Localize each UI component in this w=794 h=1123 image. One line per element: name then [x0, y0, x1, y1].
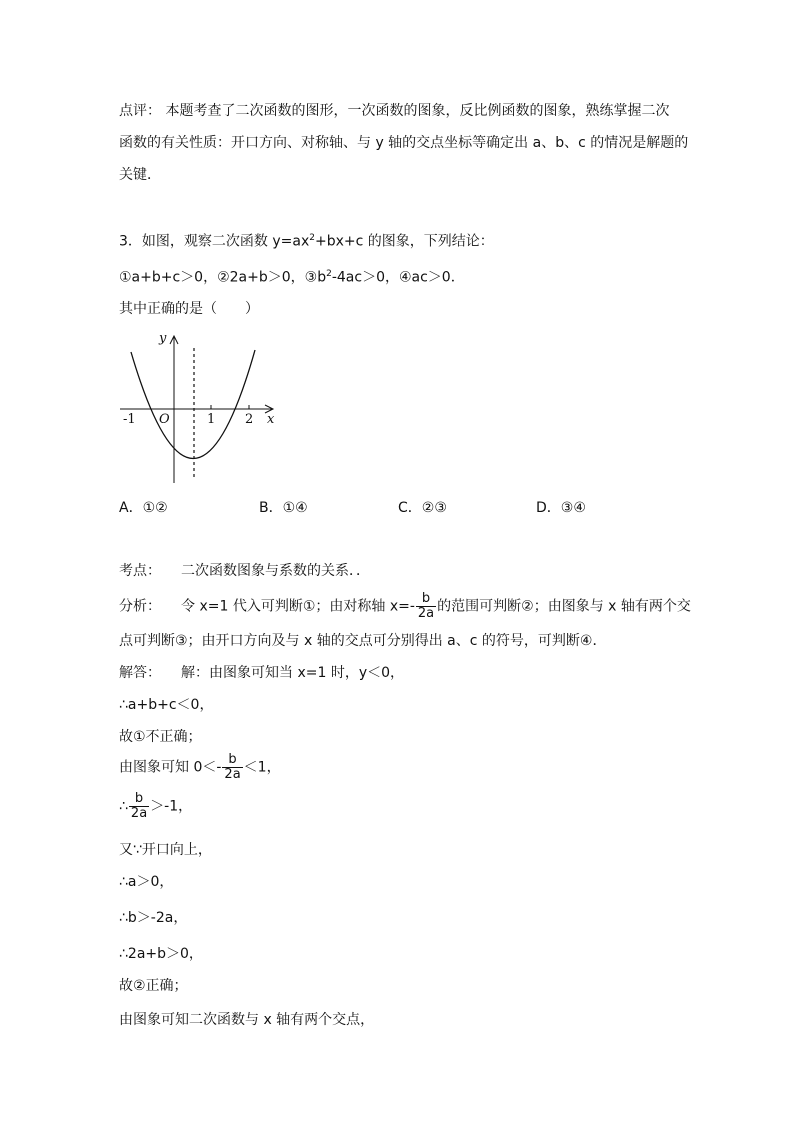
solution-step-3: 由图象可知 0＜- $\frac{b}{2a}$ ＜1， — [119, 752, 281, 782]
comment-line-1: 点评： 本题考查了二次函数的图形，一次函数的图象，反比例函数的图象，熟练掌握二次 — [119, 103, 670, 119]
jieda-label: 解答： — [119, 665, 161, 681]
tick-label-neg1: -1 — [123, 412, 136, 427]
tick-label-1: 1 — [207, 412, 216, 427]
kaodian-text: 二次函数图象与系数的关系．． — [181, 563, 370, 579]
parabola-graph — [115, 328, 285, 488]
option-a[interactable]: A．①② — [119, 500, 168, 516]
option-d[interactable]: D．③④ — [536, 500, 586, 516]
question-stem: 3．如图，观察二次函数 $y=ax^2+bx+c$ 的图象，下列结论： — [119, 233, 494, 250]
solution-step-1: ∴a+b+c＜0， — [119, 697, 214, 713]
solution-step-5: 又∵开口向上， — [119, 842, 212, 858]
fraction-b-over-2a: $\frac{b}{2a}$ — [130, 791, 148, 821]
fraction-b-over-2a: $\frac{b}{2a}$ — [224, 752, 241, 782]
kaodian-line — [119, 561, 370, 581]
solution-step-2: 故①不正确； — [119, 729, 202, 745]
x-axis-label: x — [267, 412, 275, 427]
option-c[interactable]: C．②③ — [398, 500, 447, 516]
origin-label: O — [159, 412, 170, 427]
solution-step-4: ∴ $\frac{b}{2a}$ ＞-1， — [119, 791, 193, 821]
fenxi-line-1: 分析： 令 x=1 代入可判断①；由对称轴 x=- $\frac{b}{2a}$ 的范围可判断②；由图象与 x 轴有两个交 — [119, 591, 691, 621]
comment-line-3: 关键． — [119, 167, 161, 183]
solution-step-6: ∴a＞0， — [119, 874, 174, 890]
fraction-b-over-2a: $\frac{b}{2a}$ — [417, 591, 435, 621]
solution-step-8: ∴2a+b＞0， — [119, 946, 203, 962]
solution-step-7: ∴b＞-2a， — [119, 910, 188, 926]
kaodian-label: 考点： — [119, 563, 161, 579]
tick-label-2: 2 — [245, 412, 254, 427]
option-b[interactable]: B．①④ — [259, 500, 308, 516]
comment-line-2: 函数的有关性质：开口方向、对称轴、与 y 轴的交点坐标等确定出 a、b、c 的情况是解题的 — [119, 135, 689, 151]
parabola-curve — [131, 350, 255, 459]
y-axis-label: y — [159, 331, 167, 346]
solution-step-9: 故②正确； — [119, 978, 188, 994]
solution-step-10: 由图象可知二次函数与 x 轴有两个交点， — [119, 1012, 375, 1028]
fenxi-line-2: 点可判断③；由开口方向及与 x 轴的交点可分别得出 a、c 的符号，可判断④． — [119, 633, 607, 649]
fenxi-label: 分析： — [119, 598, 161, 615]
question-conclusions: ①a+b+c＞0，②2a+b＞0，$③b^2-4ac>0$，④ac＞0． — [119, 269, 465, 286]
jieda-line: 解答： 解：由图象可知当 x=1 时，y＜0， — [119, 665, 405, 681]
question-ask: 其中正确的是（ ） — [119, 301, 259, 317]
